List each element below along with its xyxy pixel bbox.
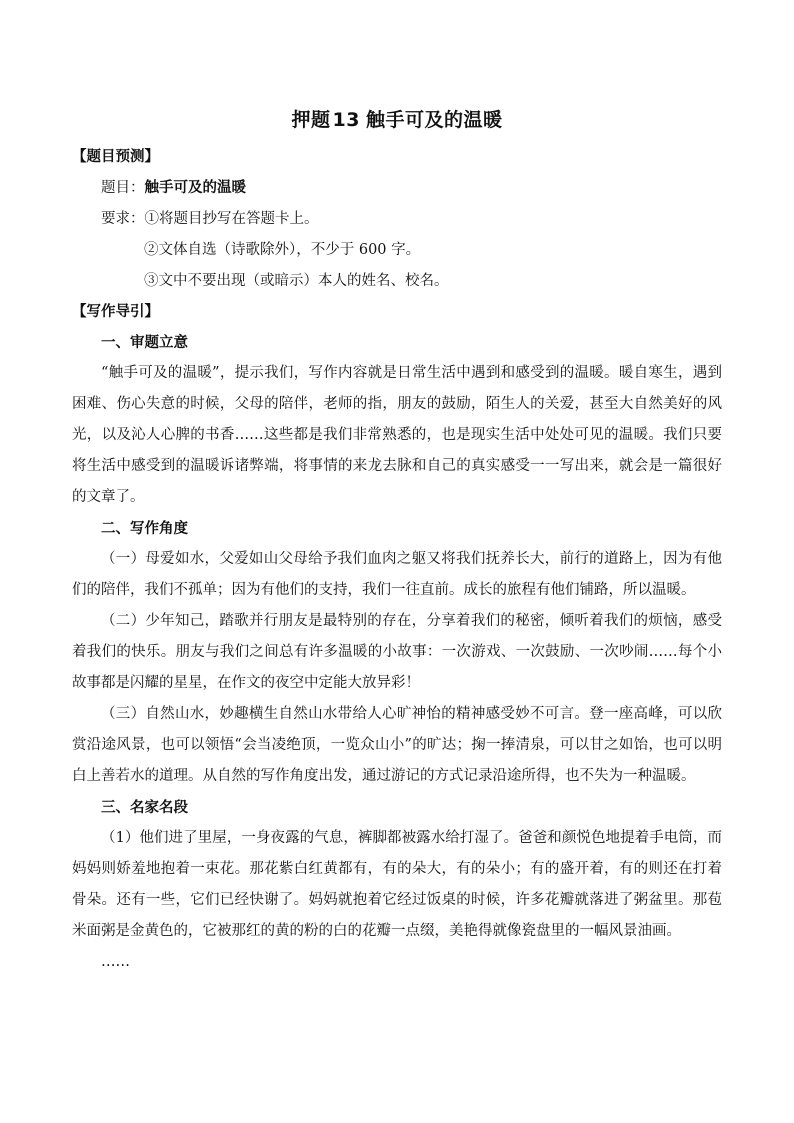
guide-section	[72, 296, 722, 978]
title-prefix: 押题	[291, 109, 331, 131]
section-1-paragraph: “触手可及的温暖”，提示我们，写作内容就是日常生活中遇到和感受到的温暖。暖自寒生，遇到困难、伤心失意的时候，父母的陪伴，老师的指，朋友的鼓励，陌生人的关爱，甚至大自然美好的风光，以及沁人心脾的书香……这些都是我们非常熟悉的，也是现实生活中处处可见的温暖。我们只要将生活中感受到的温暖诉诸弊端，将事情的来龙去脉和自己的真实感受一一写出来，就会是一篇很好的文章了。	[72, 365, 722, 505]
section-2-paragraph-2: （二）少年知己，踏歌并行朋友是最特别的存在，分享着我们的秘密，倾听着我们的烦恼，感受着我们的快乐。朋友与我们之间总有许多温暖的小故事：一次游戏、一次鼓励、一次吵闹……每个小故事都是闪耀的星星，在作文的夜空中定能大放异彩！	[72, 613, 722, 691]
section-2-paragraph-3: （三）自然山水，妙趣横生自然山水带给人心旷神怡的精神感受妙不可言。登一座高峰，可以欣赏沿途风景，也可以领悟“会当凌绝顶，一览众山小”的旷达；掬一捧清泉，可以甘之如饴，也可以明白上善若水的道理。从自然的写作角度出发，通过游记的方式记录沿途所得，也不失为一种温暖。	[72, 706, 722, 784]
topic-line	[72, 172, 722, 204]
title-number: 13	[332, 109, 360, 131]
section-1-title: 一、审题立意	[101, 334, 188, 351]
page-title	[0, 105, 794, 132]
prediction-section	[72, 141, 722, 297]
requirement-1	[72, 204, 722, 235]
title-text: 触手可及的温暖	[365, 109, 503, 131]
requirement-2: ②文体自选（诗歌除外），不少于 600 字。	[144, 242, 421, 258]
requirement-3: ③文中不要出现（或暗示）本人的姓名、校名。	[144, 273, 449, 289]
topic-value: 触手可及的温暖	[144, 179, 246, 196]
section-3-paragraph-1: （1）他们进了里屋，一身夜露的气息，裤脚都被露水给打湿了。爸爸和颜悦色地提着手电筒，而妈妈则娇羞地抱着一束花。那花紫白红黄都有，有的朵大，有的朵小；有的盛开着，有的则还在打着骨朵。还有一些，它们已经快谢了。妈妈就抱着它经过饭桌的时候，许多花瓣就落进了粥盆里。那苞米面粥是金黄色的，它被那红的黄的粉的白的花瓣一点缀，美艳得就像瓷盘里的一幅风景油画。	[72, 830, 722, 939]
section-3-title: 三、名家名段	[101, 799, 188, 816]
section-3-ellipsis: ……	[101, 954, 130, 970]
topic-label: 题目：	[101, 180, 145, 196]
requirement-label: 要求：	[101, 211, 145, 227]
requirement-1-text: ①将题目抄写在答题卡上。	[144, 211, 319, 227]
guide-header: 【写作导引】	[72, 303, 159, 320]
prediction-header: 【题目预测】	[72, 148, 159, 165]
section-2-paragraph-1: （一）母爱如水，父爱如山父母给予我们血肉之躯又将我们抚养长大，前行的道路上，因为有他们的陪伴，我们不孤单；因为有他们的支持，我们一往直前。成长的旅程有他们铺路，所以温暖。	[72, 551, 722, 598]
section-2-title: 二、写作角度	[101, 520, 188, 537]
